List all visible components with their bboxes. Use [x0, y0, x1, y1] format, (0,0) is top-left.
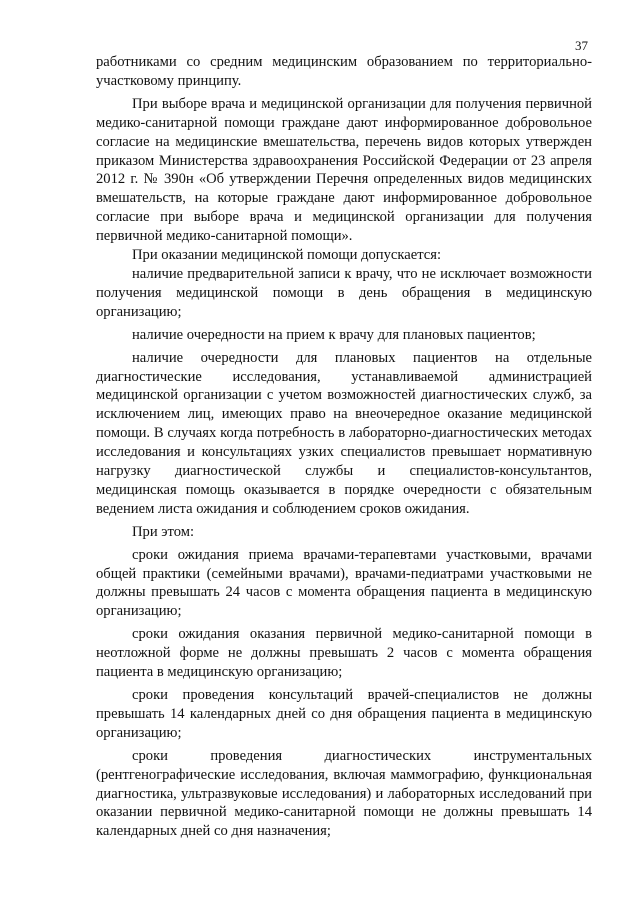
paragraph: работниками со средним медицинским образованием по территориально-участковому принципу.: [96, 54, 592, 89]
list-item: наличие очередности для плановых пациентов на отдельные диагностические исследования, устанавливаемой администрацией медицинской организации с учетом возможностей диагностических служб, за исключением лиц, имеющих право на внеочередное оказание медицинской помощи. В случаях когда потребность в лабораторно-диагностических методах исследования и консультациях узких специалистов превышает нормативную нагрузку диагностической службы и специалистов-консультантов, медицинская помощь оказывается в порядке очередности с обязательным ведением листа ожидания и соблюдением сроков ожидания.: [96, 349, 592, 517]
document-body: [96, 53, 592, 841]
paragraph: При оказании медицинской помощи допускается:: [132, 247, 442, 264]
list-item: сроки проведения консультаций врачей-специалистов не должны превышать 14 календарных дней со дня обращения пациента в медицинскую организацию;: [96, 687, 592, 741]
paragraph: При этом:: [132, 523, 195, 540]
list-item: сроки проведения диагностических инструментальных (рентгенографические исследования, включая маммографию, функциональная диагностика, ультразвуковые исследования) и лабораторных исследований при оказании первичной медико-санитарной помощи не должны превышать 14 календарных дней со дня назначения;: [96, 747, 592, 840]
list-item: наличие предварительной записи к врачу, что не исключает возможности получения медицинской помощи в день обращения в медицинскую организацию;: [96, 265, 592, 320]
list-item: сроки ожидания приема врачами-терапевтами участковыми, врачами общей практики (семейными врачами), врачами-педиатрами участковыми не должны превышать 24 часов с момента обращения пациента в медицинскую организацию;: [96, 546, 592, 620]
page-number: 37: [575, 38, 588, 53]
list-item: сроки ожидания оказания первичной медико-санитарной помощи в неотложной форме не должны превышать 2 часов с момента обращения пациента в медицинскую организацию;: [96, 626, 592, 681]
paragraph: При выборе врача и медицинской организации для получения первичной медико-санитарной помощи граждане дают информированное добровольное согласие на медицинские вмешательства, перечень видов которых утвержден приказом Министерства здравоохранения Российской Федерации от 23 апреля 2012 г. № 390н «Об утверждении Перечня определенных видов медицинских вмешательств, на которые граждане дают информированное добровольное согласие при выборе врача и медицинской организации для получения первичной медико-санитарной помощи».: [96, 95, 592, 245]
list-item: наличие очередности на прием к врачу для плановых пациентов;: [132, 326, 536, 343]
